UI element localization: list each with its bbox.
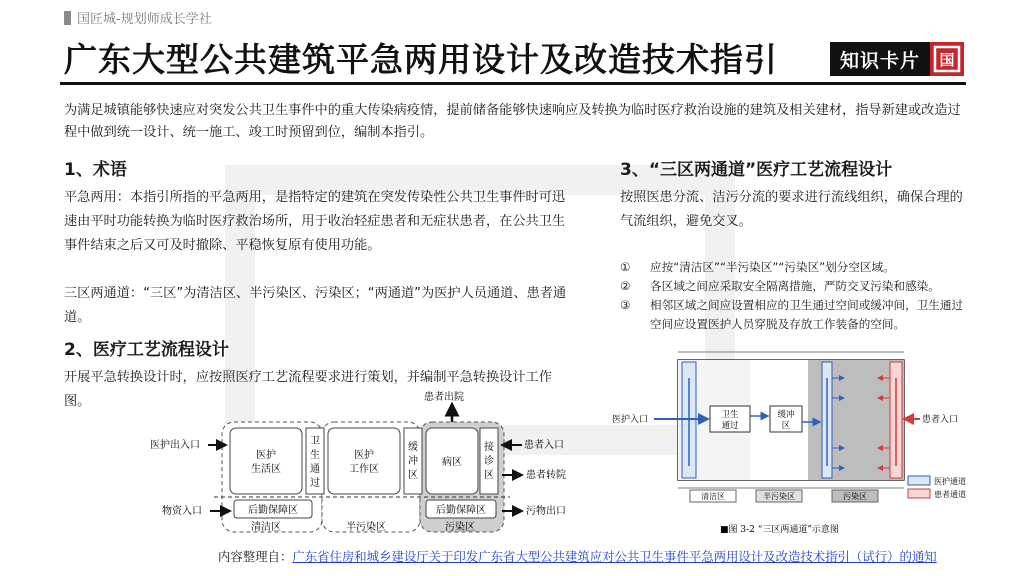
section3-list bbox=[620, 258, 968, 334]
guojiang-logo-icon bbox=[930, 42, 964, 76]
svg-text:通: 通 bbox=[310, 464, 320, 475]
svg-text:医护: 医护 bbox=[354, 450, 374, 461]
section3-heading: 3、“三区两通道”医疗工艺流程设计 bbox=[620, 160, 893, 180]
source-link[interactable]: 广东省住房和城乡建设厅关于印发广东省大型公共建筑应对公共卫生事件平急两用设计及改造技术指引（试行）的通知 bbox=[292, 549, 937, 564]
svg-text:工作区: 工作区 bbox=[349, 464, 379, 475]
zone-label-dirty: 污染区 bbox=[445, 522, 475, 533]
list-item: ① 应按“清洁区”“半污染区”“污染区”划分空区域。 bbox=[620, 260, 895, 274]
label-staff-entry: 医护出入口 bbox=[150, 440, 200, 451]
section1-zones-paragraph: 三区两通道：“三区”为清洁区、半污染区、污染区；“两通道”为医护人员通道、患者通道。 bbox=[64, 286, 567, 325]
svg-text:过: 过 bbox=[310, 478, 320, 489]
source-label: 内容整理自： bbox=[218, 549, 293, 564]
figure-caption: ■图 3-2 “三区两通道”示意图 bbox=[720, 525, 839, 535]
knowledge-card-badge bbox=[830, 42, 966, 76]
room-staff-living-line1: 医护 bbox=[256, 450, 276, 461]
svg-text:卫生: 卫生 bbox=[721, 410, 739, 420]
label-dirty-exit: 污物出口 bbox=[526, 506, 566, 517]
card-logo-char: 国 bbox=[939, 51, 955, 69]
zone-label-clean: 清洁区 bbox=[251, 522, 281, 533]
section3-paragraph: 按照医患分流、洁污分流的要求进行流线组织，确保合理的气流组织，避免交叉。 bbox=[620, 190, 963, 229]
svg-text:区: 区 bbox=[484, 470, 494, 481]
svg-text:卫: 卫 bbox=[310, 436, 320, 447]
page-title: 广东大型公共建筑平急两用设计及改造技术指引 bbox=[64, 40, 778, 79]
process-flow-diagram bbox=[146, 386, 580, 536]
brand-text: 国匠城-规划师成长学社 bbox=[77, 12, 212, 27]
source-line bbox=[218, 547, 937, 565]
legend-staff: 医护通道 bbox=[934, 477, 966, 486]
svg-text:区: 区 bbox=[781, 421, 791, 431]
zone-label-semi: 半污染区 bbox=[346, 522, 386, 533]
zone-label-dirty: 污染区 bbox=[843, 492, 867, 501]
room-logistics-clean: 后勤保障区 bbox=[248, 505, 298, 516]
label-staff-entry: 医护入口 bbox=[612, 415, 649, 425]
label-patient-transfer: 患者转院 bbox=[526, 470, 566, 481]
zone-label-semi: 半污染区 bbox=[763, 492, 795, 501]
brand-bar-icon bbox=[64, 11, 71, 25]
svg-text:诊: 诊 bbox=[484, 456, 494, 467]
list-item: ③ 相邻区域之间应设置相应的卫生通过空间或缓冲间，卫生通过空间应设置医护人员穿脱及存放工作装备的空间。 bbox=[620, 298, 964, 331]
section2-paragraph: 开展平急转换设计时，应按照医疗工艺流程要求进行策划，并编制平急转换设计工作图。 bbox=[64, 370, 552, 409]
brand-label bbox=[64, 8, 212, 27]
section1-heading: 1、术语 bbox=[64, 160, 127, 180]
title-rule bbox=[60, 82, 966, 85]
list-item: ② 各区域之间应采取安全隔离措施，严防交叉污染和感染。 bbox=[620, 279, 940, 293]
label-supply-entry: 物资入口 bbox=[162, 506, 202, 517]
room-staff-living-line2: 生活区 bbox=[251, 464, 281, 475]
svg-text:缓冲: 缓冲 bbox=[777, 410, 795, 420]
svg-text:冲: 冲 bbox=[408, 456, 418, 467]
svg-text:区: 区 bbox=[408, 470, 418, 481]
zone-label-clean: 清洁区 bbox=[701, 492, 725, 501]
card-label: 知识卡片 bbox=[830, 42, 930, 76]
svg-text:通过: 通过 bbox=[721, 421, 739, 431]
svg-text:接: 接 bbox=[484, 442, 494, 453]
label-patient-entry: 患者入口 bbox=[922, 415, 959, 425]
label-patient-entry: 患者入口 bbox=[524, 440, 564, 451]
room-logistics-dirty: 后勤保障区 bbox=[436, 505, 486, 516]
legend-patient: 患者通道 bbox=[934, 490, 966, 499]
label-patient-exit: 患者出院 bbox=[424, 392, 464, 403]
section1-term-paragraph: 平急两用：本指引所指的平急两用，是指特定的建筑在突发传染性公共卫生事件时可迅速由平时功能转换为临时医疗救治场所，用于收治轻症患者和无症状患者，在公共卫生事件结束之后又可及时撤除、平稳恢复原有使用功能。 bbox=[64, 190, 566, 253]
three-zones-diagram bbox=[610, 348, 976, 538]
intro-paragraph: 为满足城镇能够快速应对突发公共卫生事件中的重大传染病疫情，提前储备能够快速响应及转换为临时医疗救治设施的建筑及相关建材，指导新建或改造过程中做到统一设计、统一施工、竣工时预留到位，编制本指引。 bbox=[64, 103, 961, 140]
svg-text:生: 生 bbox=[310, 450, 320, 461]
svg-text:缓: 缓 bbox=[408, 442, 418, 453]
room-ward: 病区 bbox=[442, 457, 462, 468]
section2-heading: 2、医疗工艺流程设计 bbox=[64, 340, 229, 360]
